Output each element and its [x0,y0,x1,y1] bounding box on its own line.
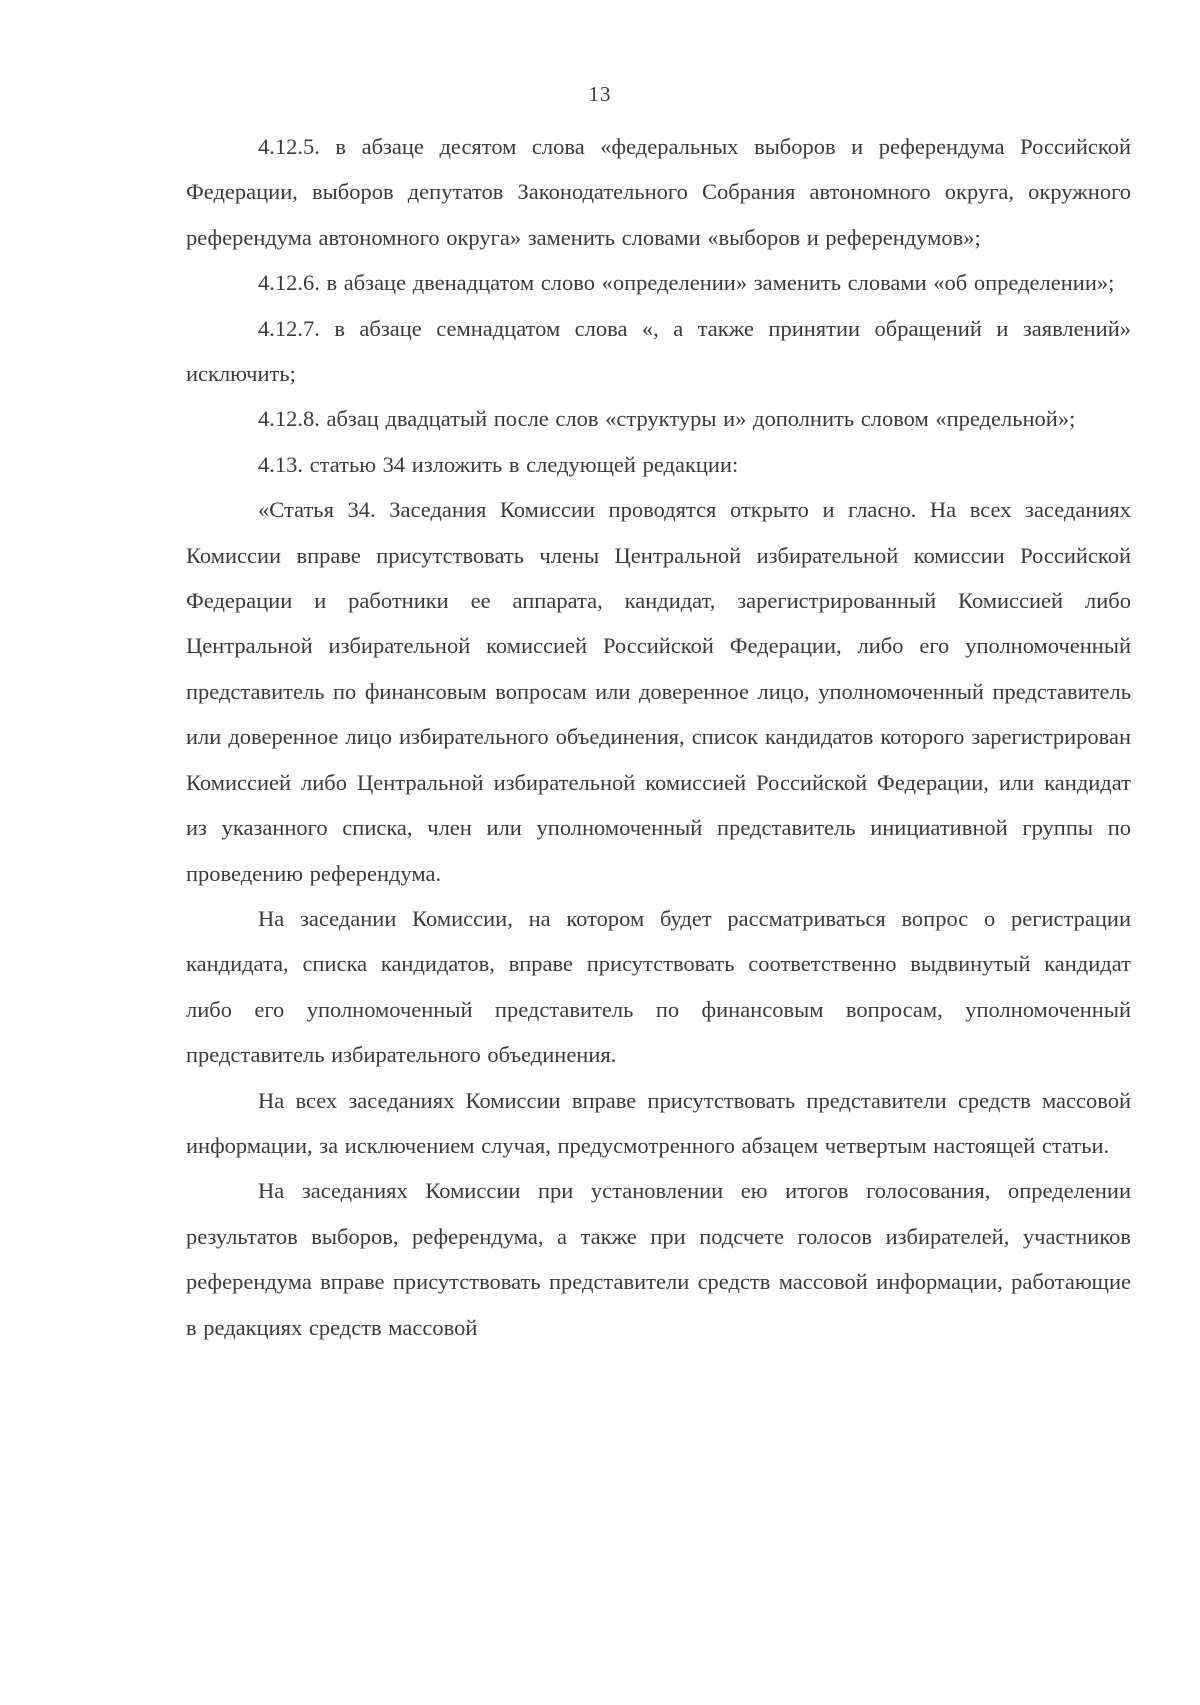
page-number: 13 [588,82,612,106]
paragraph-4-12-8: 4.12.8. абзац двадцатый после слов «структуры и» дополнить словом «предельной»; [258,406,1076,432]
paragraph-4-12-5: 4.12.5. в абзаце десятом слова «федеральных выборов и референдума Российской Федерации, выборов депутатов Законодательного Собрания автономного округа, окружного референдума автономного округа» заменить словами «выборов и референдумов»; [186,134,1131,250]
document-body [186,124,1131,1350]
paragraph-vote-results-session: На заседаниях Комиссии при установлении ею итогов голосования, определении результатов выборов, референдума, а также при подсчете голосов избирателей, участников референдума вправе присутствовать представители средств массовой информации, работающие в редакциях средств массовой [186,1178,1131,1340]
paragraph-4-12-7: 4.12.7. в абзаце семнадцатом слова «, а также принятии обращений и заявлений» исключить; [186,315,1131,387]
paragraph-registration-session: На заседании Комиссии, на котором будет рассматриваться вопрос о регистрации кандидата, списка кандидатов, вправе присутствовать соответственно выдвинутый кандидат либо его уполномоченный представитель по финансовым вопросам, уполномоченный представитель избирательного объединения. [186,905,1131,1068]
paragraph-article-34: «Статья 34. Заседания Комиссии проводятся открыто и гласно. На всех заседаниях Комиссии вправе присутствовать члены Центральной избирательной комиссии Российской Федерации и работники ее аппарата, кандидат, зарегистрированный Комиссией либо Центральной избирательной комиссией Российской Федерации, либо его уполномоченный представитель по финансовым вопросам или доверенное лицо, уполномоченный представитель или доверенное лицо избирательного объединения, список кандидатов которого зарегистрирован Комиссией либо Центральной избирательной комиссией Российской Федерации, или кандидат из указанного списка, член или уполномоченный представитель инициативной группы по проведению референдума. [186,497,1131,886]
paragraph-media-presence: На всех заседаниях Комиссии вправе присутствовать представители средств массовой информации, за исключением случая, предусмотренного абзацем четвертым настоящей статьи. [186,1087,1131,1158]
paragraph-4-12-6: 4.12.6. в абзаце двенадцатом слово «определении» заменить словами «об определении»; [258,270,1115,296]
paragraph-4-13: 4.13. статью 34 изложить в следующей редакции: [258,451,739,477]
